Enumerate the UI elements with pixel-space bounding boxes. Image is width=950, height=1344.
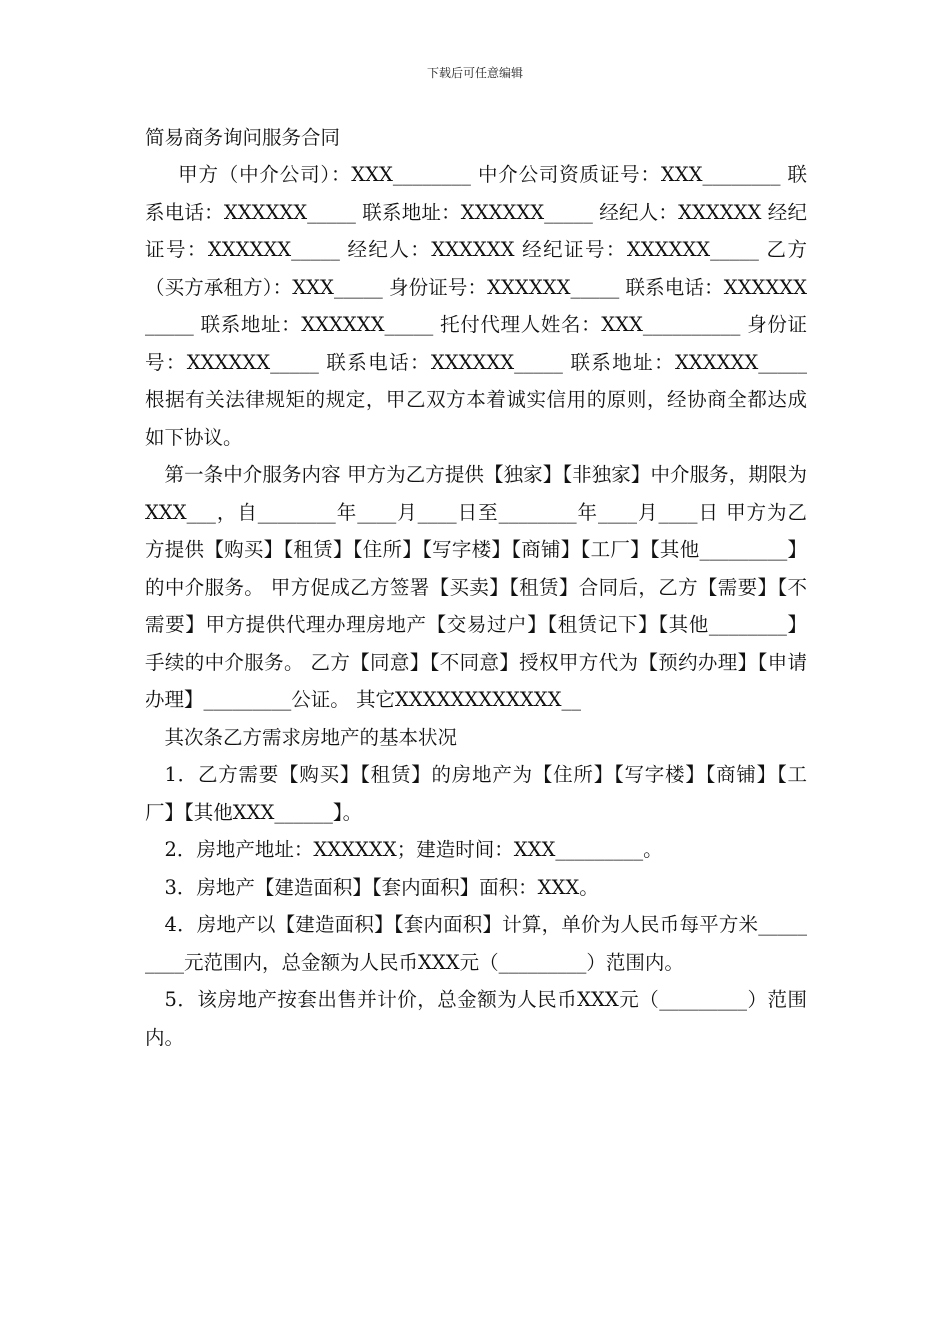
parties-paragraph: 甲方（中介公司）：XXX________ 中介公司资质证号：XXX________ 联系电话：XXXXXX_____ 联系地址：XXXXXX_____ 经纪人：XXXXXX 经纪证号：XXXXXX_____ 经纪人：XXXXXX 经纪证号：XXXXXX_____ 乙方（买方承租方）：XXX_____ 身份证号：XXXXXX_____ 联系电话：XXXXXX_____ 联系地址：XXXXXX_____ 托付代理人姓名：XXX__________ 身份证号：XXXXXX_____ 联系电话：XXXXXX_____ 联系地址：XXXXXX_____ 根据有关法律规矩的规定，甲乙双方本着诚实信用的原则，经协商全都达成如下协议。 (145, 163, 807, 449)
article-2-item-3: 3．房地产【建造面积】【套内面积】面积：XXX。 (164, 875, 599, 899)
article-2-heading: 其次条乙方需求房地产的基本状况 (164, 725, 458, 749)
article-2-item-1: 1．乙方需要【购买】【租赁】的房地产为【住所】【写字楼】【商铺】【工厂】【其他XXX______】。 (145, 763, 807, 824)
article-2-item-4: 4．房地产以【建造面积】【套内面积】计算，单价为人民币每平方米_________元范围内，总金额为人民币XXX元（_________）范围内。 (145, 913, 807, 974)
contract-document (145, 120, 807, 1056)
article-1-paragraph: 第一条中介服务内容 甲方为乙方提供【独家】【非独家】中介服务，期限为XXX___，自________年____月____日至________年____月____日 甲方为乙方提供【购买】【租赁】【住所】【写字楼】【商铺】【工厂】【其他_________】的中介服务。 甲方促成乙方签署【买卖】【租赁】合同后，乙方【需要】【不需要】甲方提供代理办理房地产【交易过户】【租赁记下】【其他________】手续的中介服务。 乙方【同意】【不同意】授权甲方代为【预约办理】【申请办理】_________公证。 其它XXXXXXXXXXXX__ (145, 463, 807, 711)
article-2-item-5: 5．该房地产按套出售并计价，总金额为人民币XXX元（_________）范围内。 (145, 988, 807, 1049)
article-2-item-2: 2．房地产地址：XXXXXX；建造时间：XXX_________。 (164, 838, 663, 861)
document-title: 简易商务询问服务合同 (145, 126, 341, 149)
page-header: 下载后可任意编辑 (426, 66, 523, 80)
